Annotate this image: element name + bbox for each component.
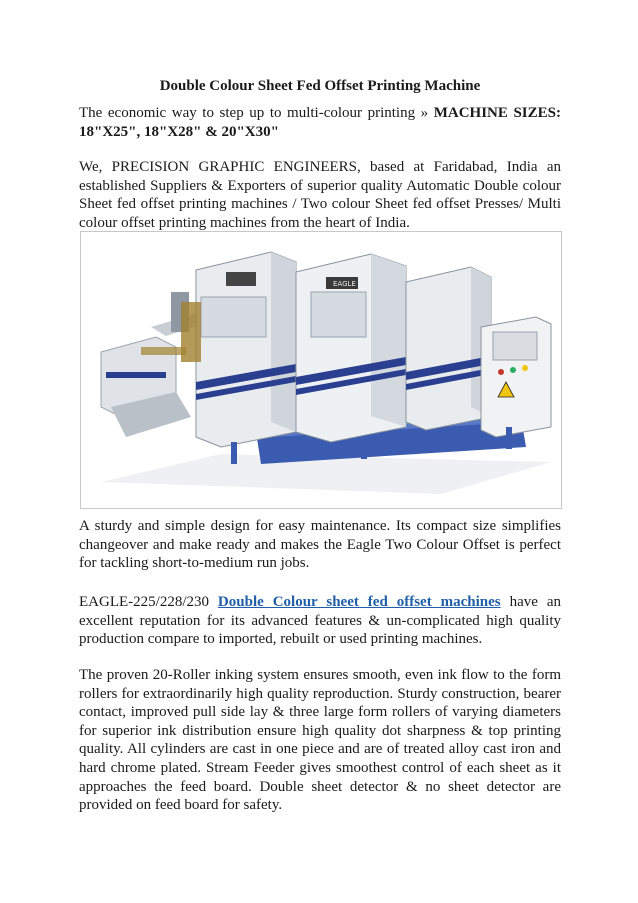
models-prefix: EAGLE-225/228/230 bbox=[79, 594, 218, 610]
machine-illustration bbox=[81, 232, 561, 508]
document-title: Double Colour Sheet Fed Offset Printing Machine bbox=[159, 78, 481, 94]
intro-paragraph bbox=[79, 104, 561, 141]
double-colour-machines-link[interactable]: Double Colour sheet fed offset machines bbox=[217, 594, 501, 610]
machine-brand-label: EAGLE bbox=[333, 280, 356, 288]
models-suffix: have an excellent reputation for its advanced features & un-complicated high quality production compare to imported, rebuilt or used printing machines. bbox=[79, 594, 561, 648]
inking-paragraph: The proven 20-Roller inking system ensures smooth, even ink flow to the form rollers for extraordinarily high quality reproduction. Sturdy construction, bearer contact, improved pull side lay & three large form rollers of varying diameters for superior ink distribution ensure high quality dot sharpness & top printing quality. All cylinders are cast in one piece and are of treated alloy cast iron and hard chrome plated. Stream Feeder gives smoothest control of each sheet as it approaches the feed board. Double sheet detector & no sheet detector are provided on feed board for safety. bbox=[79, 667, 561, 814]
about-paragraph: We, PRECISION GRAPHIC ENGINEERS, based at Faridabad, India an established Suppliers & Exporters of superior quality Automatic Double colour Sheet fed offset printing machines / Two colour Sheet fed offset Presses/ Multi colour offset printing machines from the heart of India. bbox=[79, 159, 561, 231]
offset-printing-machine-photo bbox=[80, 231, 562, 509]
models-paragraph bbox=[79, 593, 561, 649]
machine-sizes: MACHINE SIZES: 18"X25", 18"X28" & 20"X30" bbox=[79, 105, 561, 140]
intro-text: The economic way to step up to multi-colour printing » bbox=[79, 105, 434, 121]
design-paragraph: A sturdy and simple design for easy maintenance. Its compact size simplifies changeover and make ready and makes the Eagle Two Colour Offset is perfect for tackling short-to-medium run jobs. bbox=[79, 518, 561, 572]
